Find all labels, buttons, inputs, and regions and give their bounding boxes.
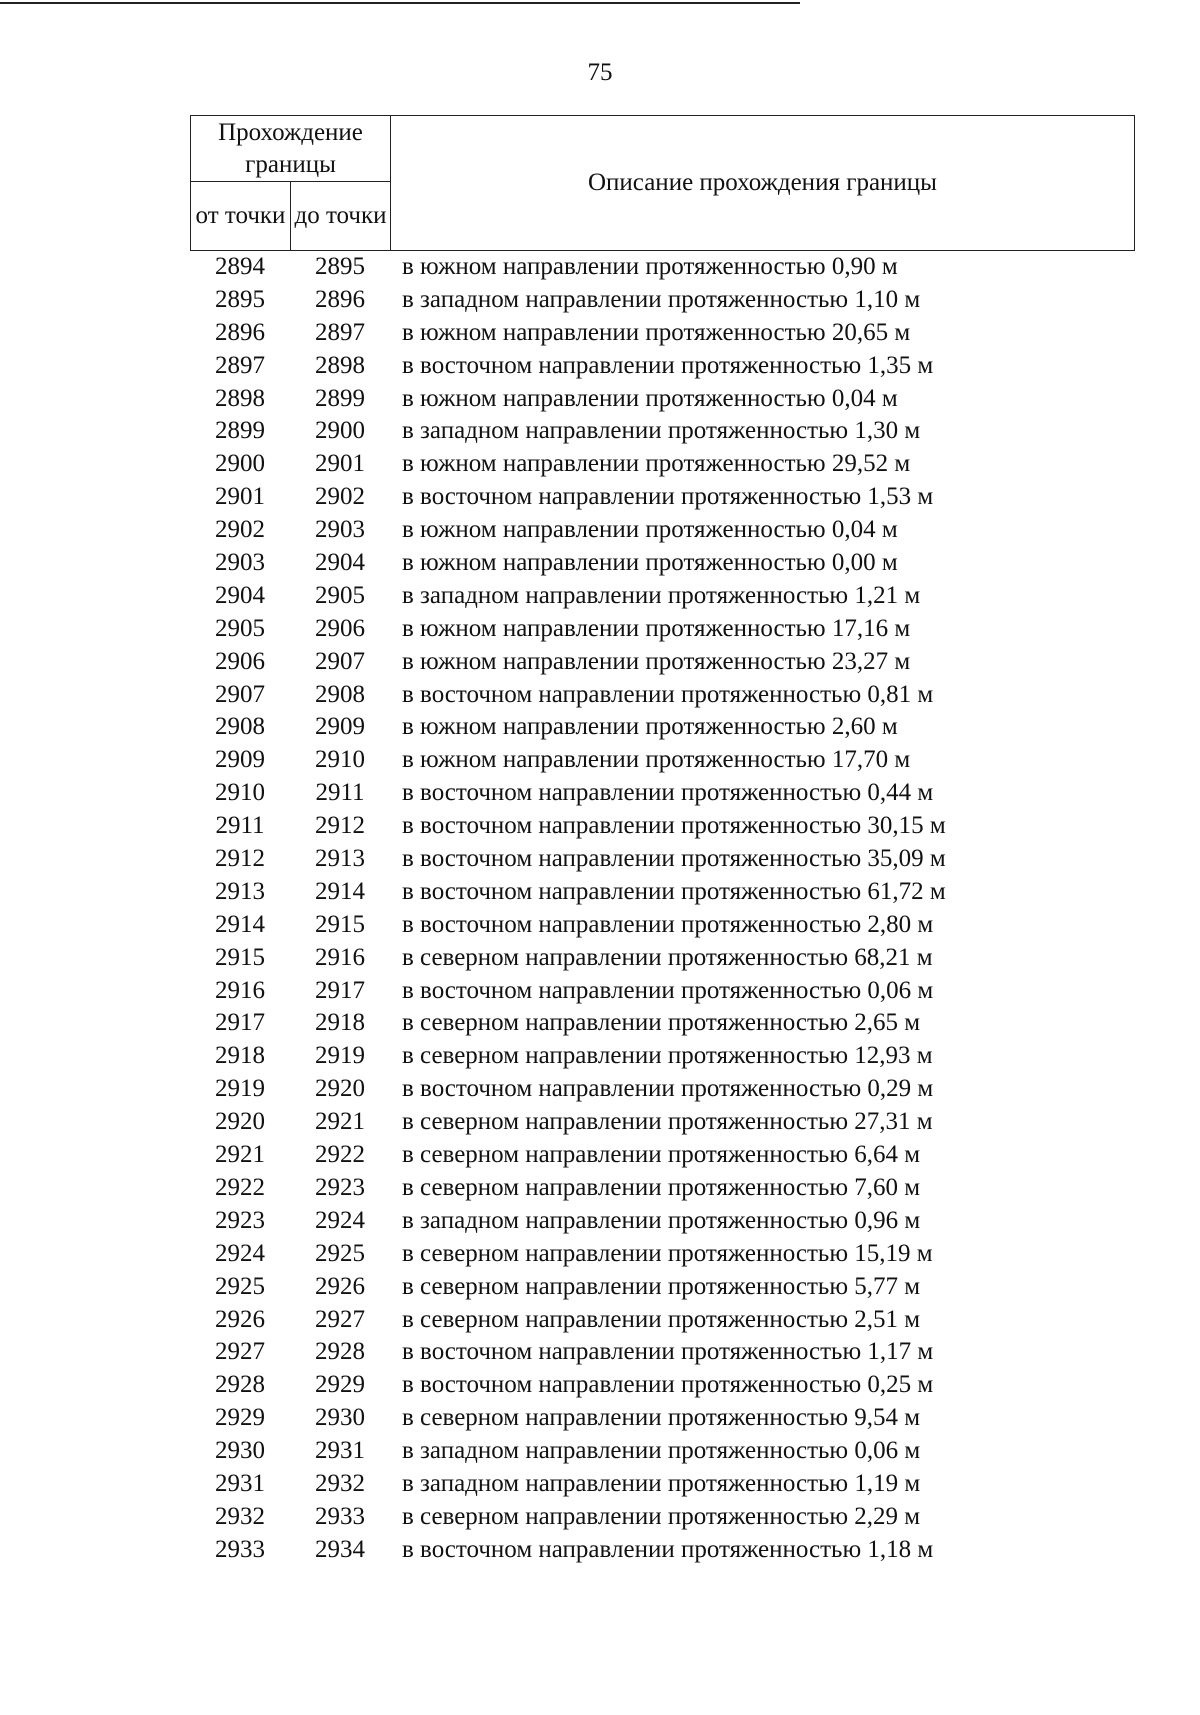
to-point-cell: 2926 [315, 1272, 365, 1300]
description-cell: в западном направлении протяженностью 1,30 м [402, 417, 921, 445]
table-row [0, 1238, 1200, 1271]
to-point-cell: 2910 [315, 746, 365, 774]
description-cell: в южном направлении протяженностью 20,65 м [402, 318, 911, 346]
table-row [0, 1007, 1200, 1040]
description-cell: в южном направлении протяженностью 17,16 м [402, 614, 911, 642]
table-row [0, 547, 1200, 580]
to-point-cell: 2923 [315, 1173, 365, 1201]
from-point-cell: 2903 [215, 549, 265, 577]
from-point-cell: 2915 [215, 943, 265, 971]
table-row [0, 1435, 1200, 1468]
to-point-cell: 2906 [315, 614, 365, 642]
to-point-cell: 2909 [315, 713, 365, 741]
table-row [0, 251, 1200, 284]
description-cell: в восточном направлении протяженностью 1,53 м [402, 483, 934, 511]
from-point-cell: 2926 [215, 1305, 265, 1333]
header-to-point: до точки [291, 182, 391, 251]
description-cell: в восточном направлении протяженностью 2,80 м [402, 910, 934, 938]
description-cell: в восточном направлении протяженностью 0,29 м [402, 1075, 934, 1103]
table-row [0, 1501, 1200, 1534]
table-row [0, 1468, 1200, 1501]
description-cell: в восточном направлении протяженностью 1,35 м [402, 351, 934, 379]
description-cell: в западном направлении протяженностью 1,21 м [402, 581, 921, 609]
to-point-cell: 2920 [315, 1075, 365, 1103]
to-point-cell: 2911 [315, 779, 365, 807]
description-cell: в восточном направлении протяженностью 0,44 м [402, 779, 934, 807]
to-point-cell: 2928 [315, 1338, 365, 1366]
from-point-cell: 2902 [215, 516, 265, 544]
description-cell: в западном направлении протяженностью 1,19 м [402, 1469, 921, 1497]
table-row [0, 284, 1200, 317]
table-row [0, 777, 1200, 810]
to-point-cell: 2927 [315, 1305, 365, 1333]
to-point-cell: 2908 [315, 680, 365, 708]
description-cell: в западном направлении протяженностью 1,10 м [402, 285, 921, 313]
from-point-cell: 2930 [215, 1437, 265, 1465]
from-point-cell: 2917 [215, 1009, 265, 1037]
to-point-cell: 2918 [315, 1009, 365, 1037]
description-cell: в южном направлении протяженностью 23,27 м [402, 647, 911, 675]
from-point-cell: 2929 [215, 1404, 265, 1432]
description-cell: в восточном направлении протяженностью 61,72 м [402, 877, 946, 905]
to-point-cell: 2933 [315, 1502, 365, 1530]
to-point-cell: 2896 [315, 285, 365, 313]
from-point-cell: 2904 [215, 581, 265, 609]
to-point-cell: 2922 [315, 1141, 365, 1169]
description-cell: в южном направлении протяженностью 17,70 м [402, 746, 911, 774]
table-row [0, 1402, 1200, 1435]
description-cell: в западном направлении протяженностью 0,06 м [402, 1437, 921, 1465]
description-cell: в южном направлении протяженностью 0,04 м [402, 516, 898, 544]
from-point-cell: 2921 [215, 1141, 265, 1169]
to-point-cell: 2931 [315, 1437, 365, 1465]
from-point-cell: 2922 [215, 1173, 265, 1201]
table-row [0, 1369, 1200, 1402]
description-cell: в восточном направлении протяженностью 0,81 м [402, 680, 934, 708]
table-row [0, 1040, 1200, 1073]
table-row [0, 942, 1200, 975]
description-cell: в восточном направлении протяженностью 0,25 м [402, 1371, 934, 1399]
to-point-cell: 2929 [315, 1371, 365, 1399]
from-point-cell: 2899 [215, 417, 265, 445]
from-point-cell: 2920 [215, 1108, 265, 1136]
description-cell: в северном направлении протяженностью 2,29 м [402, 1502, 921, 1530]
description-cell: в северном направлении протяженностью 6,64 м [402, 1141, 921, 1169]
from-point-cell: 2910 [215, 779, 265, 807]
to-point-cell: 2901 [315, 450, 365, 478]
from-point-cell: 2919 [215, 1075, 265, 1103]
table-row [0, 1205, 1200, 1238]
to-point-cell: 2934 [315, 1535, 365, 1563]
from-point-cell: 2909 [215, 746, 265, 774]
table-row [0, 448, 1200, 481]
boundary-table-header [190, 115, 1135, 251]
to-point-cell: 2902 [315, 483, 365, 511]
from-point-cell: 2928 [215, 1371, 265, 1399]
to-point-cell: 2921 [315, 1108, 365, 1136]
description-cell: в восточном направлении протяженностью 30,15 м [402, 812, 946, 840]
description-cell: в восточном направлении протяженностью 0,06 м [402, 976, 934, 1004]
table-row [0, 810, 1200, 843]
to-point-cell: 2913 [315, 845, 365, 873]
from-point-cell: 2927 [215, 1338, 265, 1366]
from-point-cell: 2907 [215, 680, 265, 708]
to-point-cell: 2912 [315, 812, 365, 840]
table-row [0, 646, 1200, 679]
header-boundary-passage: Прохождение границы [191, 116, 391, 182]
to-point-cell: 2895 [315, 253, 365, 280]
from-point-cell: 2932 [215, 1502, 265, 1530]
from-point-cell: 2894 [215, 253, 265, 280]
to-point-cell: 2905 [315, 581, 365, 609]
from-point-cell: 2924 [215, 1239, 265, 1267]
table-row [0, 679, 1200, 712]
to-point-cell: 2907 [315, 647, 365, 675]
description-cell: в северном направлении протяженностью 7,60 м [402, 1173, 921, 1201]
description-cell: в южном направлении протяженностью 29,52 м [402, 450, 911, 478]
table-row [0, 1304, 1200, 1337]
table-row [0, 317, 1200, 350]
page-number: 75 [587, 59, 613, 86]
to-point-cell: 2904 [315, 549, 365, 577]
description-cell: в южном направлении протяженностью 0,00 м [402, 549, 898, 577]
from-point-cell: 2901 [215, 483, 265, 511]
to-point-cell: 2899 [315, 384, 365, 412]
table-row [0, 1271, 1200, 1304]
to-point-cell: 2919 [315, 1042, 365, 1070]
to-point-cell: 2925 [315, 1239, 365, 1267]
description-cell: в северном направлении протяженностью 68,21 м [402, 943, 933, 971]
from-point-cell: 2916 [215, 976, 265, 1004]
description-cell: в северном направлении протяженностью 2,65 м [402, 1009, 921, 1037]
from-point-cell: 2898 [215, 384, 265, 412]
description-cell: в северном направлении протяженностью 9,54 м [402, 1404, 921, 1432]
to-point-cell: 2916 [315, 943, 365, 971]
table-row [0, 415, 1200, 448]
header-from-point: от точки [191, 182, 291, 251]
to-point-cell: 2932 [315, 1469, 365, 1497]
table-row [0, 514, 1200, 547]
from-point-cell: 2918 [215, 1042, 265, 1070]
to-point-cell: 2930 [315, 1404, 365, 1432]
header-description: Описание прохождения границы [391, 116, 1135, 251]
from-point-cell: 2931 [215, 1469, 265, 1497]
table-row [0, 613, 1200, 646]
table-row [0, 1073, 1200, 1106]
table-row [0, 744, 1200, 777]
table-row [0, 876, 1200, 909]
to-point-cell: 2898 [315, 351, 365, 379]
table-row [0, 383, 1200, 416]
from-point-cell: 2911 [215, 812, 265, 840]
table-row [0, 481, 1200, 514]
from-point-cell: 2908 [215, 713, 265, 741]
top-scan-rule [0, 2, 800, 4]
from-point-cell: 2897 [215, 351, 265, 379]
from-point-cell: 2900 [215, 450, 265, 478]
description-cell: в северном направлении протяженностью 12,93 м [402, 1042, 933, 1070]
description-cell: в южном направлении протяженностью 2,60 м [402, 713, 898, 741]
table-row [0, 350, 1200, 383]
to-point-cell: 2903 [315, 516, 365, 544]
table-row [0, 975, 1200, 1008]
table-row [0, 580, 1200, 613]
boundary-table-body [0, 251, 1200, 1567]
to-point-cell: 2924 [315, 1206, 365, 1234]
from-point-cell: 2895 [215, 285, 265, 313]
to-point-cell: 2900 [315, 417, 365, 445]
from-point-cell: 2923 [215, 1206, 265, 1234]
description-cell: в восточном направлении протяженностью 1,18 м [402, 1535, 934, 1563]
from-point-cell: 2933 [215, 1535, 265, 1563]
table-row [0, 1534, 1200, 1567]
description-cell: в северном направлении протяженностью 15,19 м [402, 1239, 933, 1267]
to-point-cell: 2915 [315, 910, 365, 938]
from-point-cell: 2906 [215, 647, 265, 675]
description-cell: в восточном направлении протяженностью 1,17 м [402, 1338, 934, 1366]
table-row [0, 1172, 1200, 1205]
description-cell: в восточном направлении протяженностью 35,09 м [402, 845, 946, 873]
from-point-cell: 2912 [215, 845, 265, 873]
description-cell: в северном направлении протяженностью 2,51 м [402, 1305, 921, 1333]
from-point-cell: 2913 [215, 877, 265, 905]
to-point-cell: 2914 [315, 877, 365, 905]
from-point-cell: 2905 [215, 614, 265, 642]
description-cell: в южном направлении протяженностью 0,04 м [402, 384, 898, 412]
description-cell: в южном направлении протяженностью 0,90 м [402, 253, 898, 280]
to-point-cell: 2917 [315, 976, 365, 1004]
from-point-cell: 2896 [215, 318, 265, 346]
table-row [0, 1336, 1200, 1369]
description-cell: в северном направлении протяженностью 5,77 м [402, 1272, 921, 1300]
table-row [0, 1139, 1200, 1172]
table-row [0, 843, 1200, 876]
to-point-cell: 2897 [315, 318, 365, 346]
table-row [0, 711, 1200, 744]
from-point-cell: 2925 [215, 1272, 265, 1300]
description-cell: в западном направлении протяженностью 0,96 м [402, 1206, 921, 1234]
table-row [0, 1106, 1200, 1139]
table-row [0, 909, 1200, 942]
from-point-cell: 2914 [215, 910, 265, 938]
description-cell: в северном направлении протяженностью 27,31 м [402, 1108, 933, 1136]
